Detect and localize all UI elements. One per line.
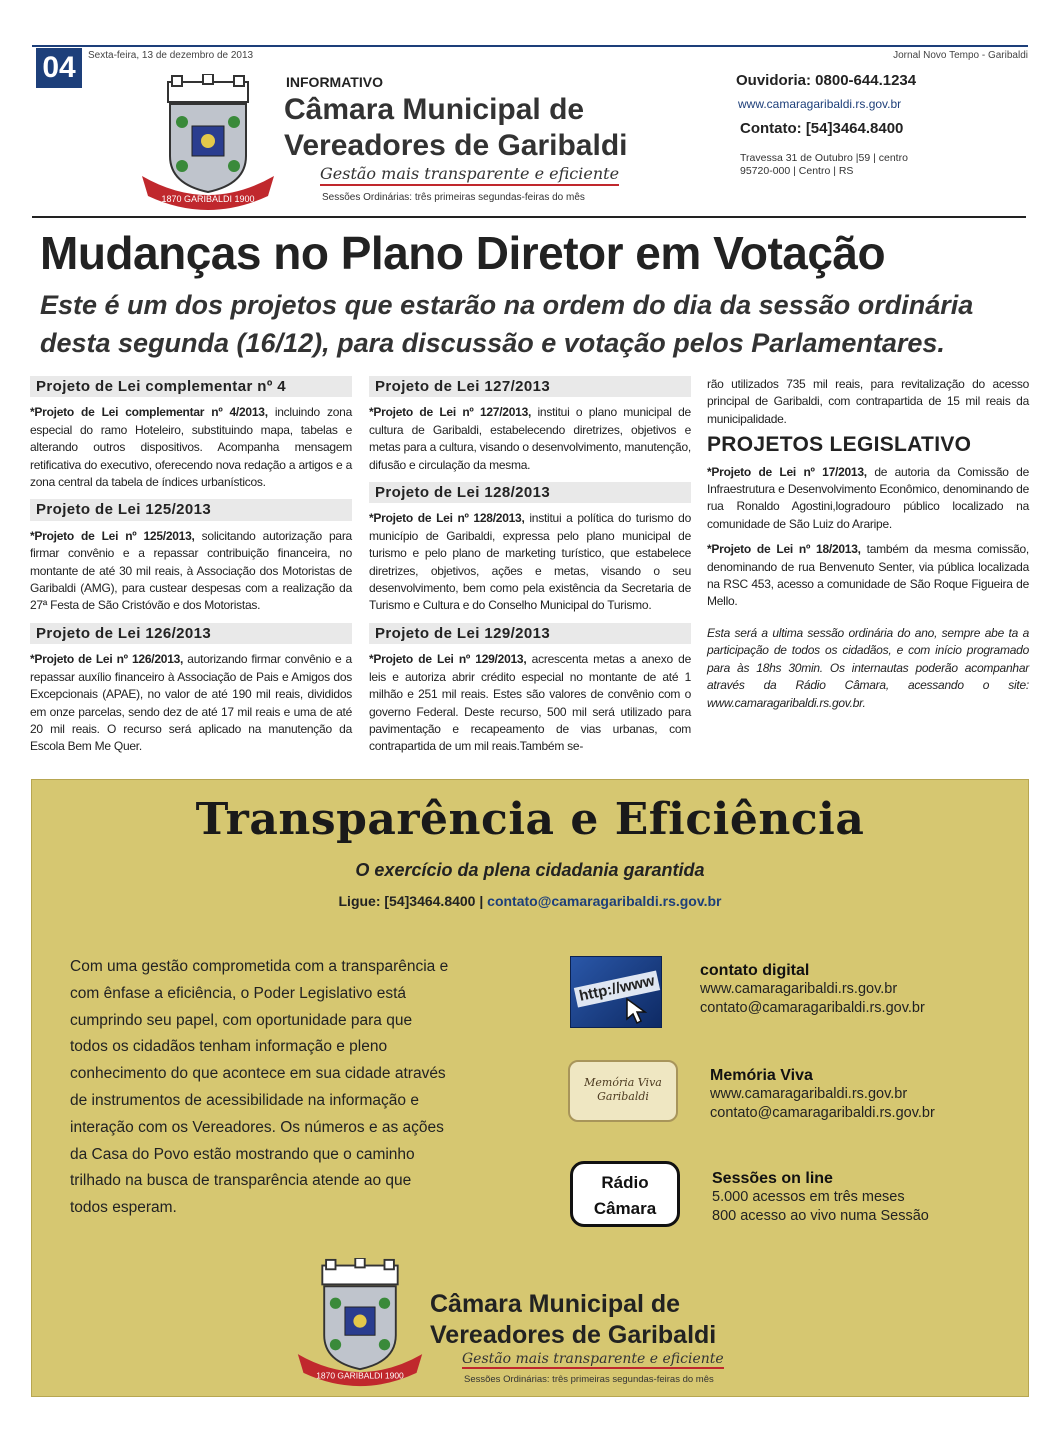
cursor-icon bbox=[625, 997, 649, 1025]
feature-line: 800 acesso ao vivo numa Sessão bbox=[712, 1208, 929, 1224]
box-subtitle: O exercício da plena cidadania garantida bbox=[355, 860, 705, 880]
session-note: Esta será a ultima sessão ordinária do ano, sempre abe ta a participação de todos os cidadãos, e com início programado para às 18hs 30min. Os internautas poderão acompanhar através da Rádio Câmara, acessando o site: www.camaragaribaldi.rs.gov.br. bbox=[707, 625, 1029, 710]
feature-line: 5.000 acessos em três meses bbox=[712, 1189, 905, 1205]
chamber-title bbox=[284, 92, 628, 164]
feature-email[interactable]: contato@camaragaribaldi.rs.gov.br bbox=[710, 1105, 935, 1121]
informativo-label: INFORMATIVO bbox=[286, 74, 383, 90]
article-text: *Projeto de Lei nº 17/2013, de autoria da Comissão de Infraestrutura e Desenvolvimento Econômico, denominando de rua Ronaldo Agostini,logradouro público localizado na comunidade de São Luiz do Araripe. bbox=[707, 464, 1029, 531]
memoria-icon-line1: Memória Viva bbox=[584, 1076, 662, 1089]
column-2 bbox=[369, 376, 691, 764]
section-title: Projeto de Lei 126/2013 bbox=[30, 623, 352, 644]
slogan: Gestão mais transparente e eficiente bbox=[320, 164, 619, 186]
memoria-viva-icon bbox=[568, 1060, 678, 1122]
article-text: *Projeto de Lei nº 129/2013, acrescenta metas a anexo de leis e autoriza abrir crédito especial no montante de até 1 milhão e 251 mil reais. Estes são valores de convênio com o governo Federal. Deste recurso, 500 mil será utilizado para pavimentação e recapeamento de vias urbanas, com contrapartida de um mil reais.Também se- bbox=[369, 652, 691, 754]
crest-ribbon-text: 1870 GARIBALDI 1900 bbox=[316, 1370, 404, 1381]
address-line2: 95720-000 | Centro | RS bbox=[740, 165, 854, 177]
date-line: Sexta-feira, 13 de dezembro de 2013 bbox=[88, 50, 254, 61]
article-text: *Projeto de Lei complementar nº 4/2013, incluindo zona especial do ramo Hoteleiro, substituindo mapa, tabelas e alterando outros dispositivos. Acompanha mensagem retificativa do executivo, oferecendo nova redação a artigos e a zona central da tabela de índices urbanísticos. bbox=[30, 405, 353, 490]
feature-email[interactable]: contato@camaragaribaldi.rs.gov.br bbox=[700, 1000, 925, 1016]
subhead: Este é um dos projetos que estarão na ordem do dia da sessão ordinária desta segunda (16/12), para discussão e votação pelos Parlamentares. bbox=[40, 290, 974, 358]
memoria-icon-line2: Garibaldi bbox=[597, 1090, 649, 1103]
feature-memoria-viva bbox=[710, 1067, 935, 1123]
feature-link[interactable]: www.camaragaribaldi.rs.gov.br bbox=[710, 1086, 908, 1102]
http-icon bbox=[570, 956, 662, 1028]
section-title: Projeto de Lei 129/2013 bbox=[369, 623, 691, 644]
radio-icon-line1: Rádio bbox=[601, 1173, 649, 1192]
transparency-box bbox=[31, 779, 1029, 1397]
sessions-info: Sessões Ordinárias: três primeiras segundas-feiras do mês bbox=[322, 192, 585, 203]
feature-title: Memória Viva bbox=[710, 1067, 813, 1084]
feature-link[interactable]: www.camaragaribaldi.rs.gov.br bbox=[700, 981, 898, 997]
section-title: Projeto de Lei 127/2013 bbox=[369, 376, 691, 397]
crest-ribbon-text: 1870 GARIBALDI 1900 bbox=[161, 194, 255, 204]
bottom-chamber-title bbox=[430, 1289, 716, 1351]
article-text: *Projeto de Lei nº 127/2013, institui o plano municipal de cultura de Garibaldi, estabelecendo diretrizes, objetivos e metas para a cultura, visando o desenvolvimento, manutenção, difusão e circulação da mesma. bbox=[369, 405, 691, 472]
article-continuation: rão utilizados 735 mil reais, para revitalização do acesso principal de Garibaldi, com contrapartida de 15 mil reais da municipalidade. bbox=[707, 377, 1029, 426]
ouvidoria-phone: Ouvidoria: 0800-644.1234 bbox=[736, 72, 917, 89]
bottom-title-line1: Câmara Municipal de bbox=[430, 1290, 681, 1318]
column-3 bbox=[707, 376, 1029, 720]
projetos-legislativo-heading: PROJETOS LEGISLATIVO bbox=[707, 433, 972, 457]
crest-logo bbox=[138, 74, 278, 212]
newspaper-name: Jornal Novo Tempo - Garibaldi bbox=[893, 50, 1028, 61]
feature-contato-digital bbox=[700, 962, 925, 1018]
box-email-link[interactable]: contato@camaragaribaldi.rs.gov.br bbox=[487, 893, 722, 909]
contact-phone: Contato: [54]3464.8400 bbox=[740, 120, 904, 137]
address bbox=[740, 152, 908, 178]
article-text: *Projeto de Lei nº 126/2013, autorizando firmar convênio e a repassar auxílio financeiro à Associação de Pais e Amigos dos Excepcionais (APAE), no valor de até 190 mil reais, divididos em onze parcelas, sendo dez de até 17 mil reais e uma de até 20 mil reais. O recurso será aplicado na manutenção da Escola Bem Me Quer. bbox=[30, 652, 352, 754]
bottom-slogan: Gestão mais transparente e eficiente bbox=[462, 1351, 724, 1367]
website-link[interactable]: www.camaragaribaldi.rs.gov.br bbox=[738, 97, 902, 111]
section-title: Projeto de Lei complementar nº 4 bbox=[30, 376, 352, 397]
column-1 bbox=[30, 376, 352, 764]
header-rule bbox=[32, 45, 1028, 47]
address-line1: Travessa 31 de Outubro |59 | centro bbox=[740, 152, 908, 164]
chamber-title-line1: Câmara Municipal de bbox=[284, 93, 585, 126]
box-title: Transparência e Eficiência bbox=[195, 794, 865, 845]
section-title: Projeto de Lei 125/2013 bbox=[30, 499, 352, 520]
bottom-title-line2: Vereadores de Garibaldi bbox=[430, 1321, 717, 1349]
feature-title: Sessões on line bbox=[712, 1170, 833, 1187]
crest-logo-bottom bbox=[294, 1258, 426, 1388]
feature-title: contato digital bbox=[700, 962, 810, 979]
header-divider bbox=[32, 216, 1026, 218]
box-contact-line bbox=[32, 893, 1028, 909]
section-title: Projeto de Lei 128/2013 bbox=[369, 482, 691, 503]
article-text: *Projeto de Lei nº 18/2013, também da mesma comissão, denominando de rua Benvenuto Senter, via pública localizada na RSC 453, acesso a comunidade de São Roque Figueira de Mello. bbox=[707, 542, 1029, 609]
article-text: *Projeto de Lei nº 125/2013, solicitando autorização para firmar convênio e a repassar contribuição financeira, no montante de até 30 mil reais, à Associação dos Motoristas de Garibaldi (AMG), para custear despesas com a realização da 27ª Festa de São Cristóvão e dos Motoristas. bbox=[30, 528, 352, 613]
bottom-sessions-info: Sessões Ordinárias: três primeiras segundas-feiras do mês bbox=[464, 1374, 714, 1385]
article-text: *Projeto de Lei nº 128/2013, institui a política do turismo do município de Garibaldi, expressa pelo plano municipal de turismo e pelo plano de marketing turístico, que estabelece diretrizes, objetivos, ações e metas, visando o seu desenvolvimento, bem como pela existência da Secretaria de Turismo e Cultura e do Conselho Municipal do Turismo. bbox=[369, 511, 691, 613]
box-body-text: Com uma gestão comprometida com a transparência e com ênfase a eficiência, o Poder Legislativo está cumprindo seu papel, com oportunidade para que todos os cidadãos tenham informação e pleno conhecimento do que acontece em sua cidade através de instrumentos de acessibilidade na informação e interação com os Vereadores. Os números e as ações da Casa do Povo estão mostrando que o caminho trilhado na busca de transparência atende ao que todos esperam. bbox=[70, 958, 449, 1217]
radio-icon-line2: Câmara bbox=[593, 1199, 657, 1218]
feature-sessoes-online bbox=[712, 1170, 929, 1226]
box-phone: Ligue: [54]3464.8400 | bbox=[338, 893, 484, 909]
chamber-title-line2: Vereadores de Garibaldi bbox=[284, 129, 628, 162]
headline: Mudanças no Plano Diretor em Votação bbox=[40, 227, 886, 279]
http-icon-text: http://www bbox=[574, 970, 660, 1007]
radio-camara-icon bbox=[570, 1161, 680, 1227]
page-number: 04 bbox=[36, 48, 82, 88]
